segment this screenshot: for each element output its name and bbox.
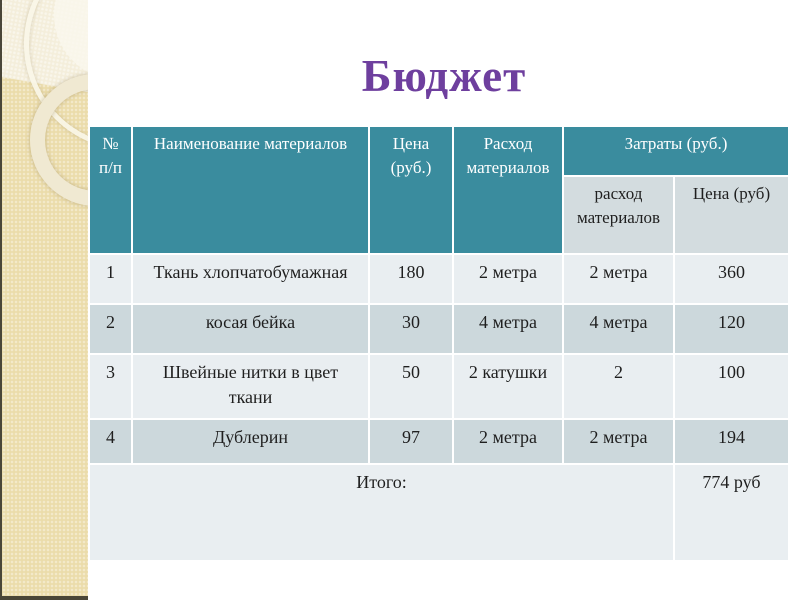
cell-num: 4 (89, 419, 132, 464)
table-row (89, 354, 789, 419)
cell-name: косая бейка (132, 304, 369, 354)
header-num: № п/п (89, 126, 132, 254)
cell-consumption: 4 метра (453, 304, 563, 354)
cell-cost-price: 120 (674, 304, 789, 354)
cell-name: Дублерин (132, 419, 369, 464)
cell-cost-price: 100 (674, 354, 789, 419)
cell-price: 180 (369, 254, 453, 304)
cell-consumption: 2 метра (453, 254, 563, 304)
table-header-row (89, 126, 789, 176)
cell-cost-price: 360 (674, 254, 789, 304)
table-row (89, 304, 789, 354)
cell-num: 2 (89, 304, 132, 354)
cell-price: 50 (369, 354, 453, 419)
total-value: 774 руб (674, 464, 789, 561)
cell-cost-consumption: 2 метра (563, 254, 674, 304)
cell-cost-price: 194 (674, 419, 789, 464)
header-name: Наименование материалов (132, 126, 369, 254)
cell-num: 3 (89, 354, 132, 419)
cell-consumption: 2 катушки (453, 354, 563, 419)
cell-name: Ткань хлопчатобумажная (132, 254, 369, 304)
cell-name: Швейные нитки в цвет ткани (132, 354, 369, 419)
table-row (89, 254, 789, 304)
header-consumption: Расход материалов (453, 126, 563, 254)
budget-table (88, 125, 790, 562)
cell-cost-consumption: 2 (563, 354, 674, 419)
subheader-price: Цена (руб) (674, 176, 789, 254)
cell-consumption: 2 метра (453, 419, 563, 464)
cell-price: 97 (369, 419, 453, 464)
table-total-row (89, 464, 789, 561)
header-price: Цена (руб.) (369, 126, 453, 254)
cell-num: 1 (89, 254, 132, 304)
slide-title: Бюджет (361, 51, 527, 101)
table-row (89, 419, 789, 464)
cell-price: 30 (369, 304, 453, 354)
header-costs: Затраты (руб.) (563, 126, 789, 176)
cell-cost-consumption: 4 метра (563, 304, 674, 354)
cell-cost-consumption: 2 метра (563, 419, 674, 464)
decorative-sidebar (0, 0, 88, 600)
total-label: Итого: (89, 464, 674, 561)
subheader-consumption: расход материалов (563, 176, 674, 254)
